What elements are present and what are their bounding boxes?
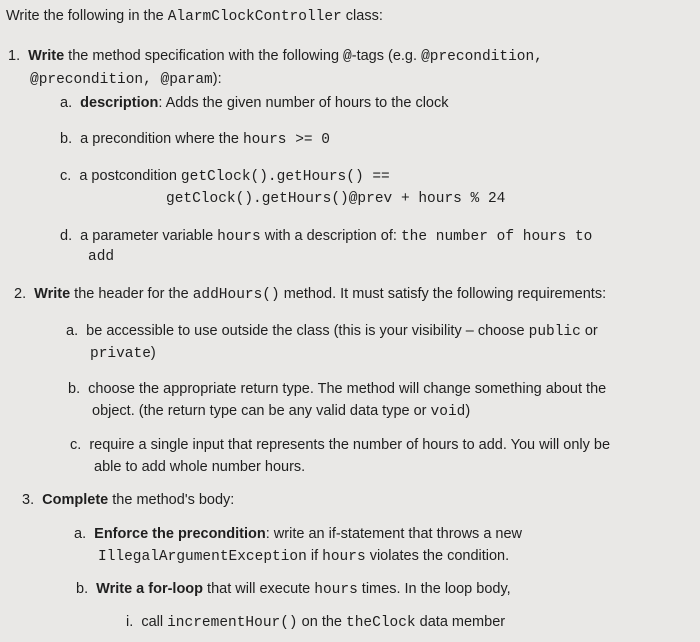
q1-text: the method specification with the following	[64, 48, 344, 64]
q1-d-text2: with a description of:	[260, 228, 401, 244]
q2-number: 2.	[14, 286, 27, 302]
q1-d-code2: the number of hours to	[400, 229, 593, 245]
q1-text2: -tags (e.g.	[351, 48, 422, 64]
q2-b-text2: object. (the return type can be any valid data type or	[92, 403, 431, 419]
q1-number: 1.	[8, 48, 21, 64]
q2-bold: Write	[34, 286, 71, 302]
q1-line2-end: ):	[212, 71, 222, 87]
q2-a-line2	[90, 343, 156, 364]
q2-text2: method. It must satisfy the following requirements:	[279, 286, 607, 302]
q3-a-text: : write an if-statement that throws a new	[265, 526, 523, 542]
q1-b-code: hours	[242, 132, 287, 148]
q3-bold: Complete	[42, 492, 109, 508]
q1-line2	[30, 69, 222, 90]
q3-i-text: call	[141, 614, 168, 630]
q2-a-text: be accessible to use outside the class (this is your visibility – choose	[86, 323, 529, 339]
q3-b-code: hours	[314, 582, 358, 598]
q2-b	[68, 379, 606, 399]
q2-a-text2: or	[580, 323, 598, 339]
q1-b-label: b.	[60, 131, 73, 147]
q3-i-code: incrementHour()	[167, 615, 298, 631]
q1-bold: Write	[28, 48, 65, 64]
intro-text-end: class:	[341, 8, 383, 24]
q3-b-label: b.	[76, 581, 89, 597]
q1-b-op: >= 0	[286, 132, 331, 148]
q1-code1: @precondition,	[421, 49, 543, 65]
q3-a-text3: violates the condition.	[365, 548, 510, 564]
q2-b-text3: )	[465, 403, 471, 419]
q1-c-code: getClock().getHours() ==	[180, 169, 390, 185]
q3-b	[76, 579, 511, 600]
q1-c-label: c.	[60, 168, 72, 184]
q3-a-code: IllegalArgumentException	[98, 549, 307, 565]
q3-text: the method's body:	[108, 492, 235, 508]
q2-b-code: void	[430, 404, 466, 420]
q1-d-code: hours	[217, 229, 261, 245]
q2-code: addHours()	[192, 287, 280, 303]
q1-line1	[8, 46, 543, 67]
q2-a-code: public	[528, 324, 581, 340]
q3-a-bold: Enforce the precondition	[94, 526, 266, 542]
q1-c	[60, 166, 390, 187]
q3-b-text: that will execute	[203, 581, 315, 597]
q3-a-line2	[98, 546, 509, 567]
q3-b-text2: times. In the loop body,	[357, 581, 511, 597]
q3-a-text2: if	[306, 548, 323, 564]
q1-c-line2	[166, 188, 505, 209]
q1-d-text: a parameter variable	[80, 228, 218, 244]
intro-line	[6, 6, 383, 27]
q3-line1	[22, 490, 234, 510]
q3-i-code2: theClock	[346, 615, 416, 631]
q2-c-text2: able to add whole number hours.	[94, 459, 306, 475]
q2-a-code2: private	[90, 346, 151, 362]
q1-a-text: : Adds the given number of hours to the clock	[158, 95, 449, 111]
q1-d-code3: add	[88, 249, 115, 265]
q1-a-bold: description	[80, 95, 159, 111]
intro-text: Write the following in the	[6, 8, 168, 24]
q3-i-text3: data member	[415, 614, 506, 630]
q2-b-label: b.	[68, 381, 81, 397]
q1-b-text: a precondition where the	[80, 131, 243, 147]
q1-tag: @	[343, 49, 352, 65]
q2-a-text3: )	[150, 345, 156, 361]
q1-b	[60, 129, 330, 150]
q3-a-code2: hours	[322, 549, 366, 565]
q2-a-label: a.	[66, 323, 79, 339]
q3-i-label: i.	[126, 614, 134, 630]
q1-d-line2	[88, 246, 114, 267]
q1-c-text: a postcondition	[79, 168, 181, 184]
class-name: AlarmClockController	[167, 9, 342, 25]
q1-d	[60, 226, 592, 247]
q2-c-text: require a single input that represents the number of hours to add. You will only be	[89, 437, 611, 453]
q1-a-label: a.	[60, 95, 73, 111]
q1-a	[60, 93, 448, 113]
q2-c-line2	[94, 457, 305, 477]
q2-b-text: choose the appropriate return type. The method will change something about the	[88, 381, 607, 397]
q3-a-label: a.	[74, 526, 87, 542]
q3-number: 3.	[22, 492, 35, 508]
q2-c-label: c.	[70, 437, 82, 453]
q1-line2-code: @precondition, @param	[30, 72, 213, 88]
q2-c	[70, 435, 610, 455]
q2-a	[66, 321, 598, 342]
q2-text: the header for the	[70, 286, 193, 302]
q1-d-label: d.	[60, 228, 73, 244]
q2-line1	[14, 284, 606, 305]
q2-b-line2	[92, 401, 470, 422]
q3-i-text2: on the	[297, 614, 347, 630]
q3-i	[126, 612, 505, 633]
q3-b-bold: Write a for-loop	[96, 581, 204, 597]
q1-c-code2: getClock().getHours()@prev + hours % 24	[166, 191, 506, 207]
q3-a	[74, 524, 522, 544]
